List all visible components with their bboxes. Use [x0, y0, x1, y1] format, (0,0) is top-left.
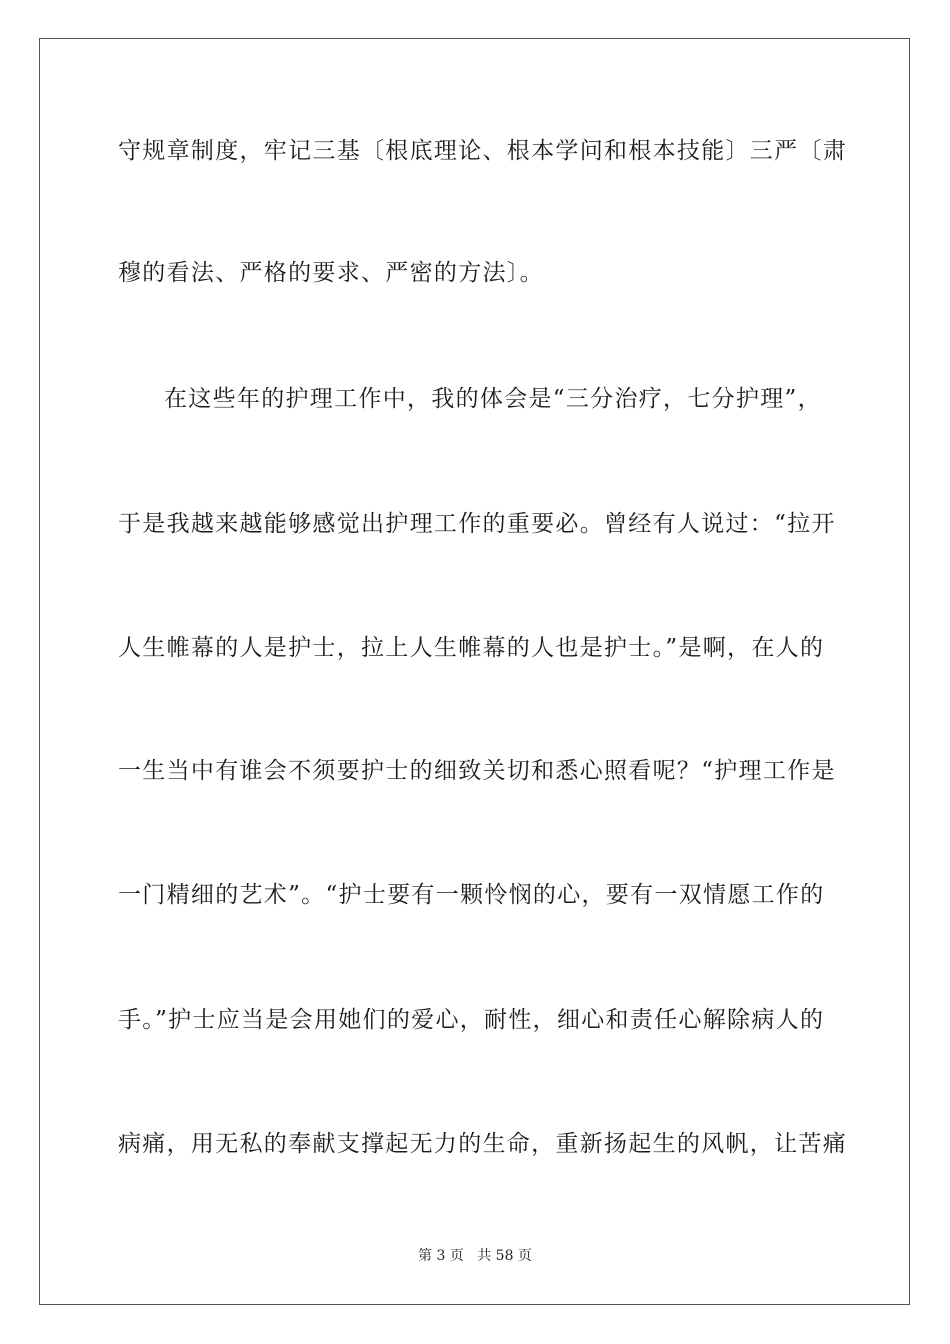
text-line-8: 手。”护士应当是会用她们的爱心，耐性，细心和责任心解除病人的 — [118, 1007, 825, 1033]
text-line-1: 守规章制度，牢记三基〔根底理论、根本学问和根本技能〕三严〔肃 — [118, 138, 847, 164]
text-line-6: 一生当中有谁会不须要护士的细致关切和悉心照看呢？“护理工作是 — [118, 758, 836, 784]
page-number: 第 3 页 — [418, 1248, 464, 1264]
page-footer — [0, 1245, 950, 1265]
text-line-2: 穆的看法、严格的要求、严密的方法〕。 — [118, 260, 544, 286]
text-line-3: 在这些年的护理工作中，我的体会是“三分治疗，七分护理”， — [164, 386, 822, 412]
text-line-5: 人生帷幕的人是护士，拉上人生帷幕的人也是护士。”是啊，在人的 — [118, 635, 825, 661]
page-total: 共 58 页 — [477, 1248, 532, 1264]
text-line-9: 病痛，用无私的奉献支撑起无力的生命，重新扬起生的风帆，让苦痛 — [118, 1131, 847, 1157]
text-line-4: 于是我越来越能够感觉出护理工作的重要必。曾经有人说过：“拉开 — [118, 511, 836, 537]
text-line-7: 一门精细的艺术”。“护士要有一颗怜悯的心，要有一双情愿工作的 — [118, 882, 825, 908]
page-border — [39, 38, 910, 1305]
